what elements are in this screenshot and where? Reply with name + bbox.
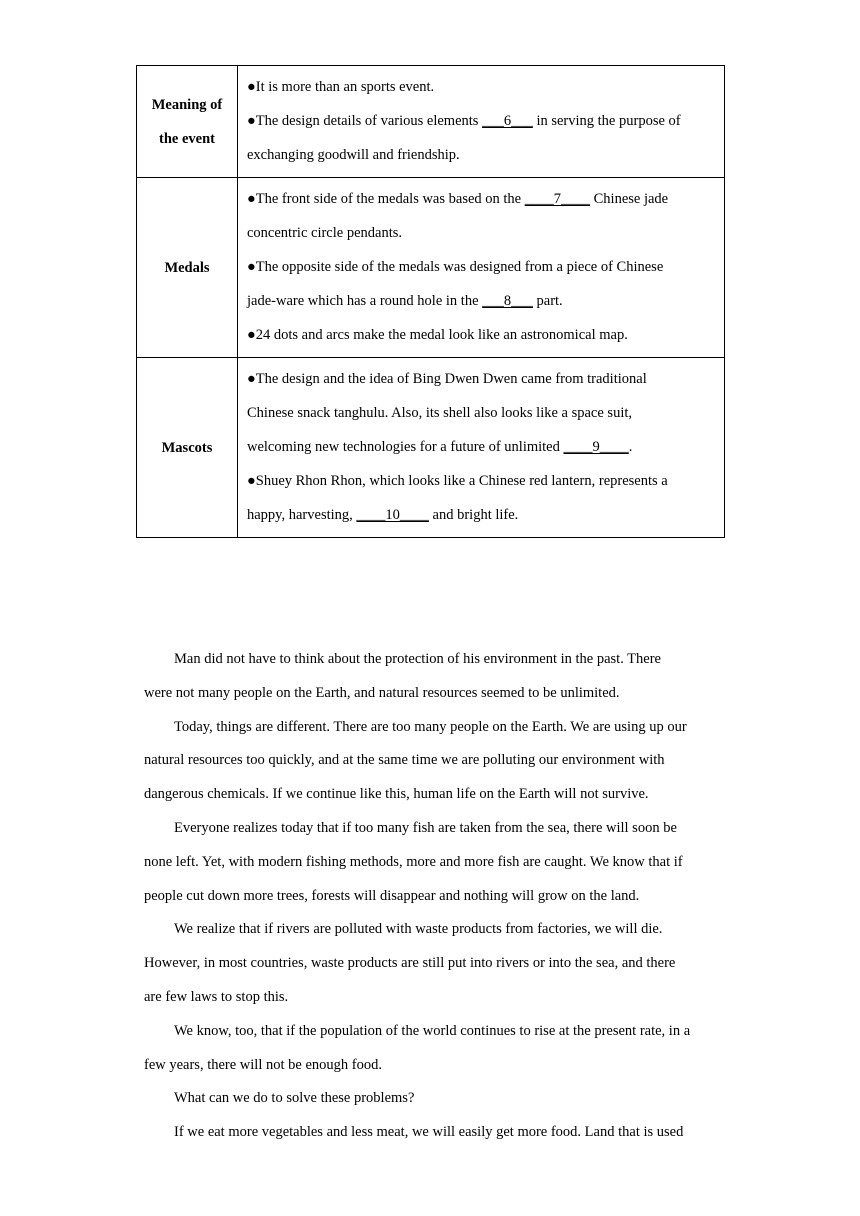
content-text: in serving the purpose of (532, 112, 681, 129)
content-text: part. (532, 292, 563, 309)
table-row (137, 66, 725, 178)
paragraph-line: none left. Yet, with modern fishing methods, more and more fish are caught. We know that if (144, 853, 683, 870)
answer-blank: ___6___ (482, 112, 533, 129)
content-text: welcoming new technologies for a future of unlimited (247, 438, 564, 455)
paragraph-line: What can we do to solve these problems? (174, 1090, 415, 1107)
paragraph-line: dangerous chemicals. If we continue like this, human life on the Earth will not survive. (144, 786, 649, 803)
content-line (247, 71, 714, 105)
paragraph (144, 812, 724, 913)
paragraph-line: are few laws to stop this. (144, 988, 289, 1005)
content-text: ●Shuey Rhon Rhon, which looks like a Chinese red lantern, represents a (247, 472, 668, 489)
content-text: concentric circle pendants. (247, 225, 402, 242)
row-label (137, 66, 238, 178)
paragraph-line: Man did not have to think about the protection of his environment in the past. There (174, 651, 661, 667)
row-label (137, 358, 238, 538)
table-row (137, 358, 725, 538)
row-label (137, 178, 238, 358)
paragraph (144, 1082, 724, 1116)
content-line (247, 183, 714, 217)
content-text: Chinese snack tanghulu. Also, its shell also looks like a space suit, (247, 405, 633, 422)
paragraph (144, 913, 724, 1014)
paragraph-line: Everyone realizes today that if too many fish are taken from the sea, there will soon be (174, 819, 677, 836)
content-text: jade-ware which has a round hole in the (247, 292, 483, 309)
paragraph-line: few years, there will not be enough food. (144, 1056, 382, 1073)
row-label-line: the event (159, 130, 215, 147)
content-line (247, 319, 714, 353)
content-text: happy, harvesting, (247, 506, 357, 523)
paragraph-line: Today, things are different. There are too many people on the Earth. We are using up our (174, 718, 687, 735)
content-text: ●The front side of the medals was based on the (247, 191, 525, 208)
content-text: ●It is more than an sports event. (247, 79, 435, 95)
row-label-line: Medals (164, 259, 210, 276)
paragraph (144, 643, 724, 711)
content-text: exchanging goodwill and friendship. (247, 146, 460, 163)
paragraph-line: were not many people on the Earth, and natural resources seemed to be unlimited. (144, 684, 620, 701)
content-line (247, 397, 714, 431)
info-table (136, 65, 725, 538)
content-line (247, 217, 714, 251)
content-text: and bright life. (428, 506, 519, 523)
row-content (238, 66, 725, 178)
row-label-line: Meaning of (151, 96, 223, 113)
paragraph (144, 711, 724, 812)
content-line (247, 139, 714, 173)
content-text: ●The design and the idea of Bing Dwen Dwen came from traditional (247, 371, 647, 388)
row-content (238, 358, 725, 538)
row-label-line: Mascots (161, 439, 213, 456)
paragraph-line: We know, too, that if the population of the world continues to rise at the present rate, in a (174, 1022, 691, 1039)
reading-passage (144, 643, 724, 1150)
answer-blank: ____10____ (356, 506, 429, 523)
content-text: ●The opposite side of the medals was designed from a piece of Chinese (247, 258, 664, 275)
answer-blank: ____7____ (524, 191, 590, 208)
paragraph-line: We realize that if rivers are polluted with waste products from factories, we will die. (174, 921, 663, 938)
content-line (247, 285, 714, 319)
paragraph-line: However, in most countries, waste products are still put into rivers or into the sea, and there (144, 955, 676, 972)
content-line (247, 431, 714, 465)
content-line (247, 465, 714, 499)
answer-blank: ___8___ (482, 292, 533, 309)
content-line (247, 499, 714, 533)
paragraph-line: natural resources too quickly, and at the same time we are polluting our environment with (144, 752, 665, 769)
paragraph-line: people cut down more trees, forests will disappear and nothing will grow on the land. (144, 887, 640, 904)
content-line (247, 363, 714, 397)
answer-blank: ____9____ (563, 438, 629, 455)
content-text: . (628, 438, 633, 455)
content-line (247, 105, 714, 139)
content-text: ●The design details of various elements (247, 112, 483, 129)
content-text: Chinese jade (590, 191, 669, 208)
content-line (247, 251, 714, 285)
content-text: ●24 dots and arcs make the medal look like an astronomical map. (247, 326, 628, 343)
paragraph (144, 1015, 724, 1083)
paragraph-line: If we eat more vegetables and less meat, we will easily get more food. Land that is used (174, 1124, 684, 1141)
row-content (238, 178, 725, 358)
paragraph (144, 1116, 724, 1150)
table-row (137, 178, 725, 358)
